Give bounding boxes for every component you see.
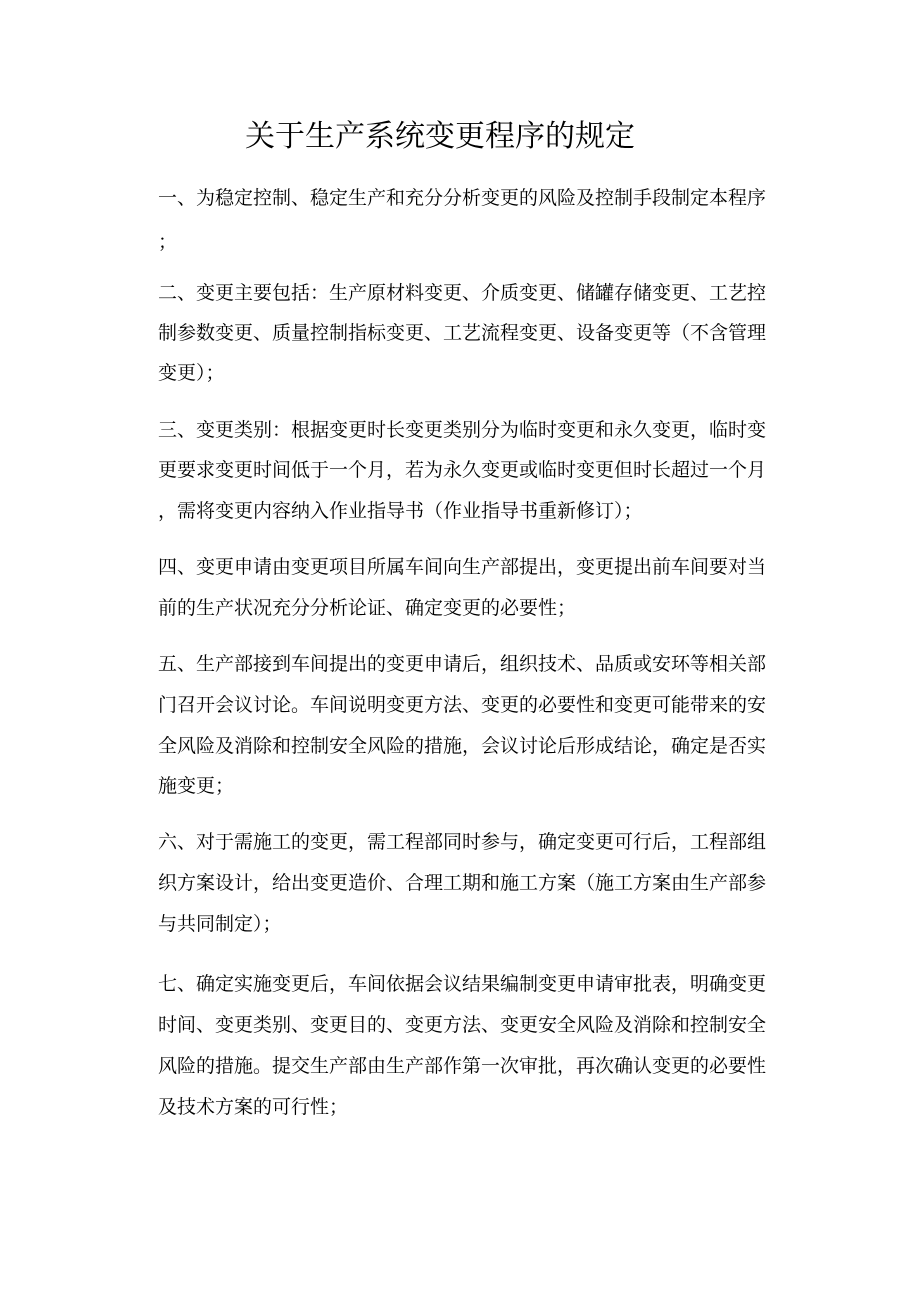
text-line: 变更）； (158, 362, 225, 384)
text-line: ； (158, 231, 178, 253)
text-line: 七、确定实施变更后，车间依据会议结果编制变更申请审批表，明确变更 (158, 973, 767, 995)
text-line: 时间、变更类别、变更目的、变更方法、变更安全风险及消除和控制安全 (158, 1014, 767, 1036)
text-line: 五、生产部接到车间提出的变更申请后，组织技术、品质或安环等相关部 (158, 653, 767, 675)
text-line: 制参数变更、质量控制指标变更、工艺流程变更、设备变更等（不含管理 (158, 322, 767, 344)
text-line: 一、为稳定控制、稳定生产和充分分析变更的风险及控制手段制定本程序 (158, 187, 767, 209)
text-line: ，需将变更内容纳入作业指导书（作业指导书重新修订）； (158, 500, 643, 522)
text-line: 二、变更主要包括：生产原材料变更、介质变更、储罐存储变更、工艺控 (158, 282, 767, 304)
text-line: 及技术方案的可行性； (158, 1096, 349, 1118)
text-line: 施变更； (158, 775, 235, 797)
text-line: 更要求变更时间低于一个月，若为永久变更或临时变更但时长超过一个月 (158, 459, 767, 481)
text-line: 门召开会议讨论。车间说明变更方法、变更的必要性和变更可能带来的安 (158, 694, 767, 716)
text-line: 风险的措施。提交生产部由生产部作第一次审批，再次确认变更的必要性 (158, 1055, 767, 1077)
text-line: 全风险及消除和控制安全风险的措施，会议讨论后形成结论，确定是否实 (158, 735, 767, 757)
text-line: 与共同制定）； (158, 913, 282, 935)
text-line: 织方案设计，给出变更造价、合理工期和施工方案（施工方案由生产部参 (158, 872, 767, 894)
text-line: 前的生产状况充分分析论证、确定变更的必要性； (158, 597, 577, 619)
document-title: 关于生产系统变更程序的规定 (245, 119, 635, 154)
text-line: 六、对于需施工的变更，需工程部同时参与，确定变更可行后，工程部组 (158, 831, 767, 853)
text-line: 三、变更类别：根据变更时长变更类别分为临时变更和永久变更，临时变 (158, 419, 767, 441)
text-line: 四、变更申请由变更项目所属车间向生产部提出，变更提出前车间要对当 (158, 556, 767, 578)
